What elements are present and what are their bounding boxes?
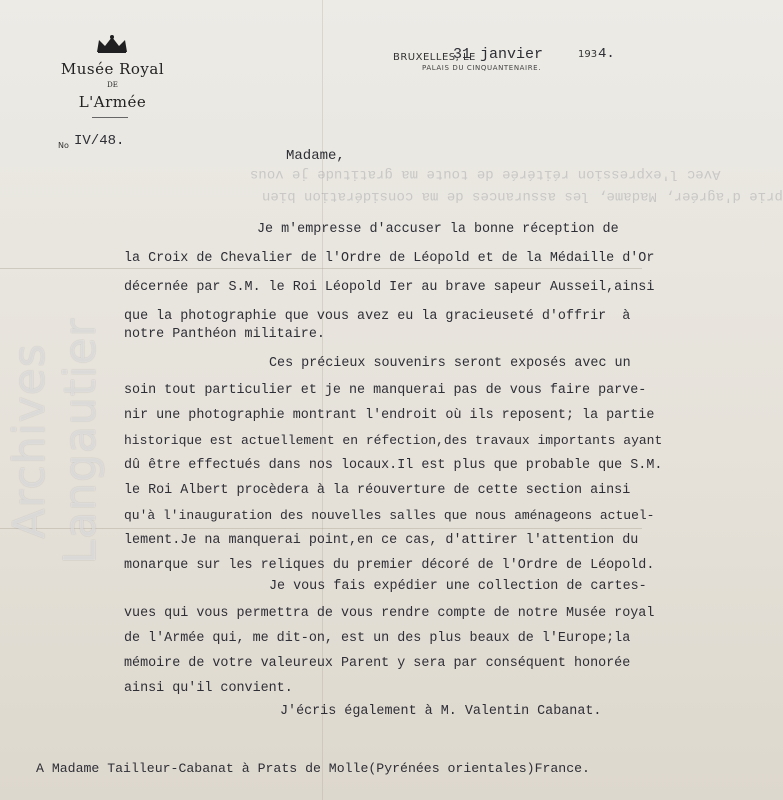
body-line: J'écris également à M. Valentin Cabanat. bbox=[280, 704, 602, 719]
letterhead-de: DE bbox=[107, 81, 118, 89]
body-line: lement.Je na manquerai point,en ce cas, d'attirer l'attention du bbox=[124, 533, 639, 548]
letterhead-armee: L'Armée bbox=[78, 93, 147, 111]
place-label: BRUXELLES, LE bbox=[393, 52, 476, 63]
body-line: qu'à l'inauguration des nouvelles salles que nous aménageons actuel- bbox=[124, 508, 655, 523]
reference-number: IV/48. bbox=[74, 133, 125, 149]
body-line: de l'Armée qui, me dit-on, est un des plus beaux de l'Europe;la bbox=[124, 631, 631, 646]
paper-fold bbox=[322, 0, 323, 800]
letterhead-rule bbox=[92, 117, 128, 118]
archive-watermark: Archives Langautier bbox=[4, 317, 106, 565]
palais-address: PALAIS DU CINQUANTENAIRE. bbox=[422, 64, 542, 72]
paper-fold bbox=[0, 268, 642, 269]
body-line: décernée par S.M. le Roi Léopold Ier au brave sapeur Ausseil,ainsi bbox=[124, 280, 655, 295]
body-line: que la photographie que vous avez eu la gracieuseté d'offrir à bbox=[124, 309, 631, 324]
body-line: nir une photographie montrant l'endroit où ils reposent; la partie bbox=[124, 408, 655, 423]
body-line: monarque sur les reliques du premier décoré de l'Ordre de Léopold. bbox=[124, 558, 655, 573]
body-line: soin tout particulier et je ne manquerai pas de vous faire parve- bbox=[124, 383, 647, 398]
body-line: Ces précieux souvenirs seront exposés avec un bbox=[269, 356, 631, 371]
year-prefix: 193 bbox=[578, 49, 598, 60]
body-line: notre Panthéon militaire. bbox=[124, 327, 325, 342]
crown-icon bbox=[95, 34, 129, 54]
body-line: mémoire de votre valeureux Parent y sera par conséquent honorée bbox=[124, 656, 631, 671]
body-line: dû être effectués dans nos locaux.Il est plus que probable que S.M. bbox=[124, 458, 663, 473]
body-line: Je vous fais expédier une collection de cartes- bbox=[269, 579, 647, 594]
letter-date: 31 janvier bbox=[453, 46, 544, 63]
reference-prefix: No bbox=[58, 141, 69, 150]
body-line: historique est actuellement en réfection,des travaux importants ayant bbox=[124, 433, 663, 448]
body-line: ainsi qu'il convient. bbox=[124, 681, 293, 696]
bleed-through-line: prie d'agréer, Madame, les assurances de ma considération bien bbox=[262, 188, 783, 204]
body-line: le Roi Albert procèdera à la réouverture de cette section ainsi bbox=[124, 483, 631, 498]
addressee: A Madame Tailleur-Cabanat à Prats de Molle(Pyrénées orientales)France. bbox=[36, 761, 590, 776]
salutation: Madame, bbox=[286, 148, 345, 164]
body-line: Je m'empresse d'accuser la bonne réception de bbox=[257, 222, 619, 237]
bleed-through-line: Avec l'expression réitérée de toute ma gratitude je vous bbox=[250, 166, 721, 182]
letterhead-title: Musée Royal bbox=[60, 60, 165, 78]
body-line: la Croix de Chevalier de l'Ordre de Léopold et de la Médaille d'Or bbox=[124, 251, 655, 266]
body-line: vues qui vous permettra de vous rendre compte de notre Musée royal bbox=[124, 606, 655, 621]
year-digit: 4. bbox=[598, 46, 615, 62]
